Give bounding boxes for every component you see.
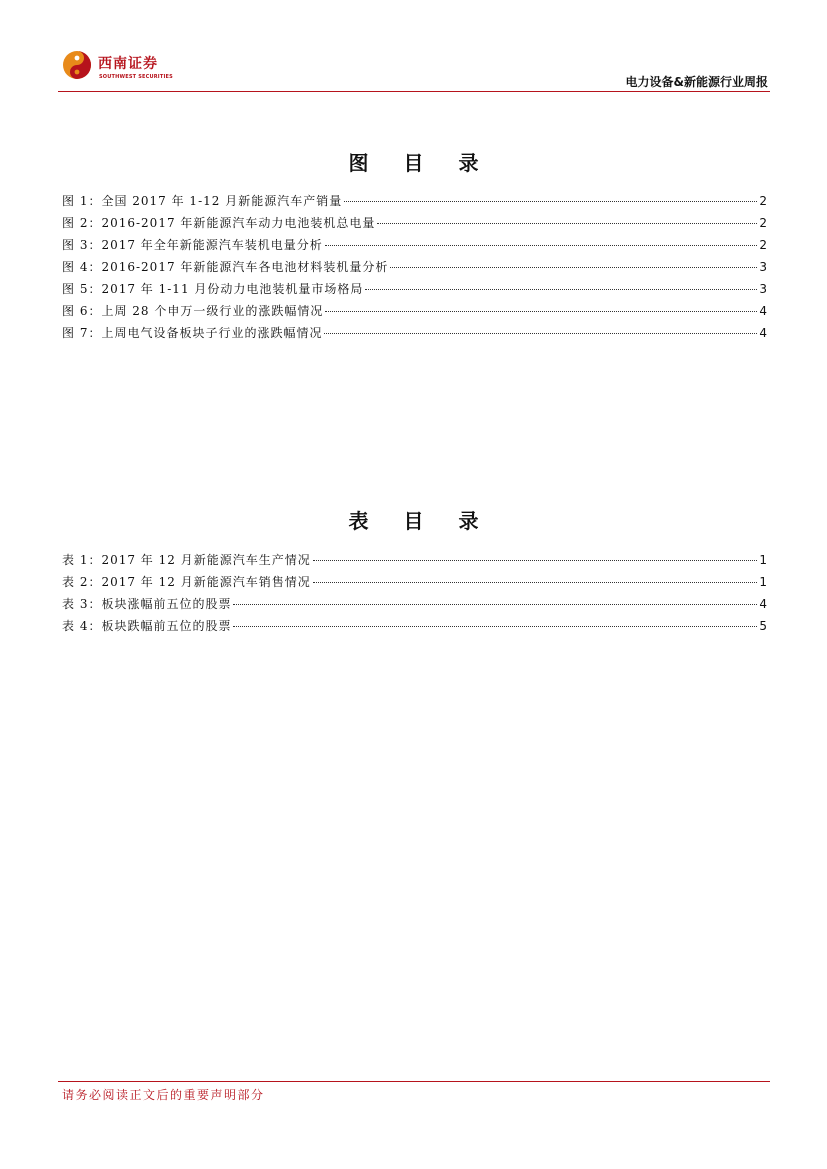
toc-entry-label: 图 3：2017 年全年新能源汽车装机电量分析 [62, 238, 323, 252]
toc-dot-leader [313, 582, 758, 583]
toc-dot-leader [344, 201, 757, 202]
toc-entry-label: 图 4：2016-2017 年新能源汽车各电池材料装机量分析 [62, 260, 389, 274]
toc-entry-page: 5 [759, 619, 767, 633]
toc-dot-leader [324, 333, 757, 334]
footer-disclaimer: 请务必阅读正文后的重要声明部分 [62, 1088, 265, 1102]
logo-english-name: SOUTHWEST SECURITIES [99, 74, 173, 80]
tables-toc-list [62, 549, 767, 637]
toc-dot-leader [325, 311, 757, 312]
toc-entry-page: 3 [759, 260, 767, 274]
toc-dot-leader [233, 626, 757, 627]
logo-chinese-name: 西南证券 [98, 56, 158, 72]
toc-entry-label: 表 1：2017 年 12 月新能源汽车生产情况 [62, 553, 311, 567]
toc-dot-leader [325, 245, 758, 246]
page-header [58, 48, 770, 94]
figure-toc-entry[interactable] [62, 190, 767, 212]
figure-toc-entry[interactable] [62, 234, 767, 256]
toc-entry-label: 图 7：上周电气设备板块子行业的涨跌幅情况 [62, 326, 323, 340]
toc-dot-leader [390, 267, 757, 268]
table-toc-entry[interactable] [62, 615, 767, 637]
footer-divider [58, 1081, 770, 1082]
toc-entry-page: 4 [759, 597, 767, 611]
table-toc-entry[interactable] [62, 571, 767, 593]
figures-toc-title: 图 目 录 [348, 151, 493, 175]
table-toc-entry[interactable] [62, 593, 767, 615]
toc-entry-page: 2 [759, 216, 767, 230]
logo-emblem-icon [62, 50, 92, 80]
toc-entry-page: 4 [759, 304, 767, 318]
figure-toc-entry[interactable] [62, 278, 767, 300]
figure-toc-entry[interactable] [62, 322, 767, 344]
toc-entry-page: 2 [759, 238, 767, 252]
toc-dot-leader [377, 223, 757, 224]
header-divider [58, 91, 770, 92]
toc-entry-page: 3 [759, 282, 767, 296]
toc-entry-page: 1 [759, 575, 767, 589]
toc-dot-leader [365, 289, 757, 290]
toc-entry-label: 表 2：2017 年 12 月新能源汽车销售情况 [62, 575, 311, 589]
toc-entry-page: 2 [759, 194, 767, 208]
toc-entry-label: 表 3：板块涨幅前五位的股票 [62, 597, 232, 611]
figures-toc-list [62, 190, 767, 344]
toc-dot-leader [233, 604, 757, 605]
toc-entry-label: 图 1：全国 2017 年 1-12 月新能源汽车产销量 [62, 194, 343, 208]
report-type-title: 电力设备&新能源行业周报 [625, 75, 768, 89]
toc-entry-label: 图 5：2017 年 1-11 月份动力电池装机量市场格局 [62, 282, 364, 296]
tables-toc-title: 表 目 录 [348, 509, 493, 533]
company-logo [62, 50, 182, 86]
figure-toc-entry[interactable] [62, 212, 767, 234]
figure-toc-entry[interactable] [62, 256, 767, 278]
table-toc-entry[interactable] [62, 549, 767, 571]
toc-entry-page: 4 [759, 326, 767, 340]
toc-entry-page: 1 [759, 553, 767, 567]
toc-dot-leader [313, 560, 758, 561]
toc-entry-label: 图 6：上周 28 个申万一级行业的涨跌幅情况 [62, 304, 324, 318]
toc-entry-label: 图 2：2016-2017 年新能源汽车动力电池装机总电量 [62, 216, 376, 230]
toc-entry-label: 表 4：板块跌幅前五位的股票 [62, 619, 232, 633]
figure-toc-entry[interactable] [62, 300, 767, 322]
